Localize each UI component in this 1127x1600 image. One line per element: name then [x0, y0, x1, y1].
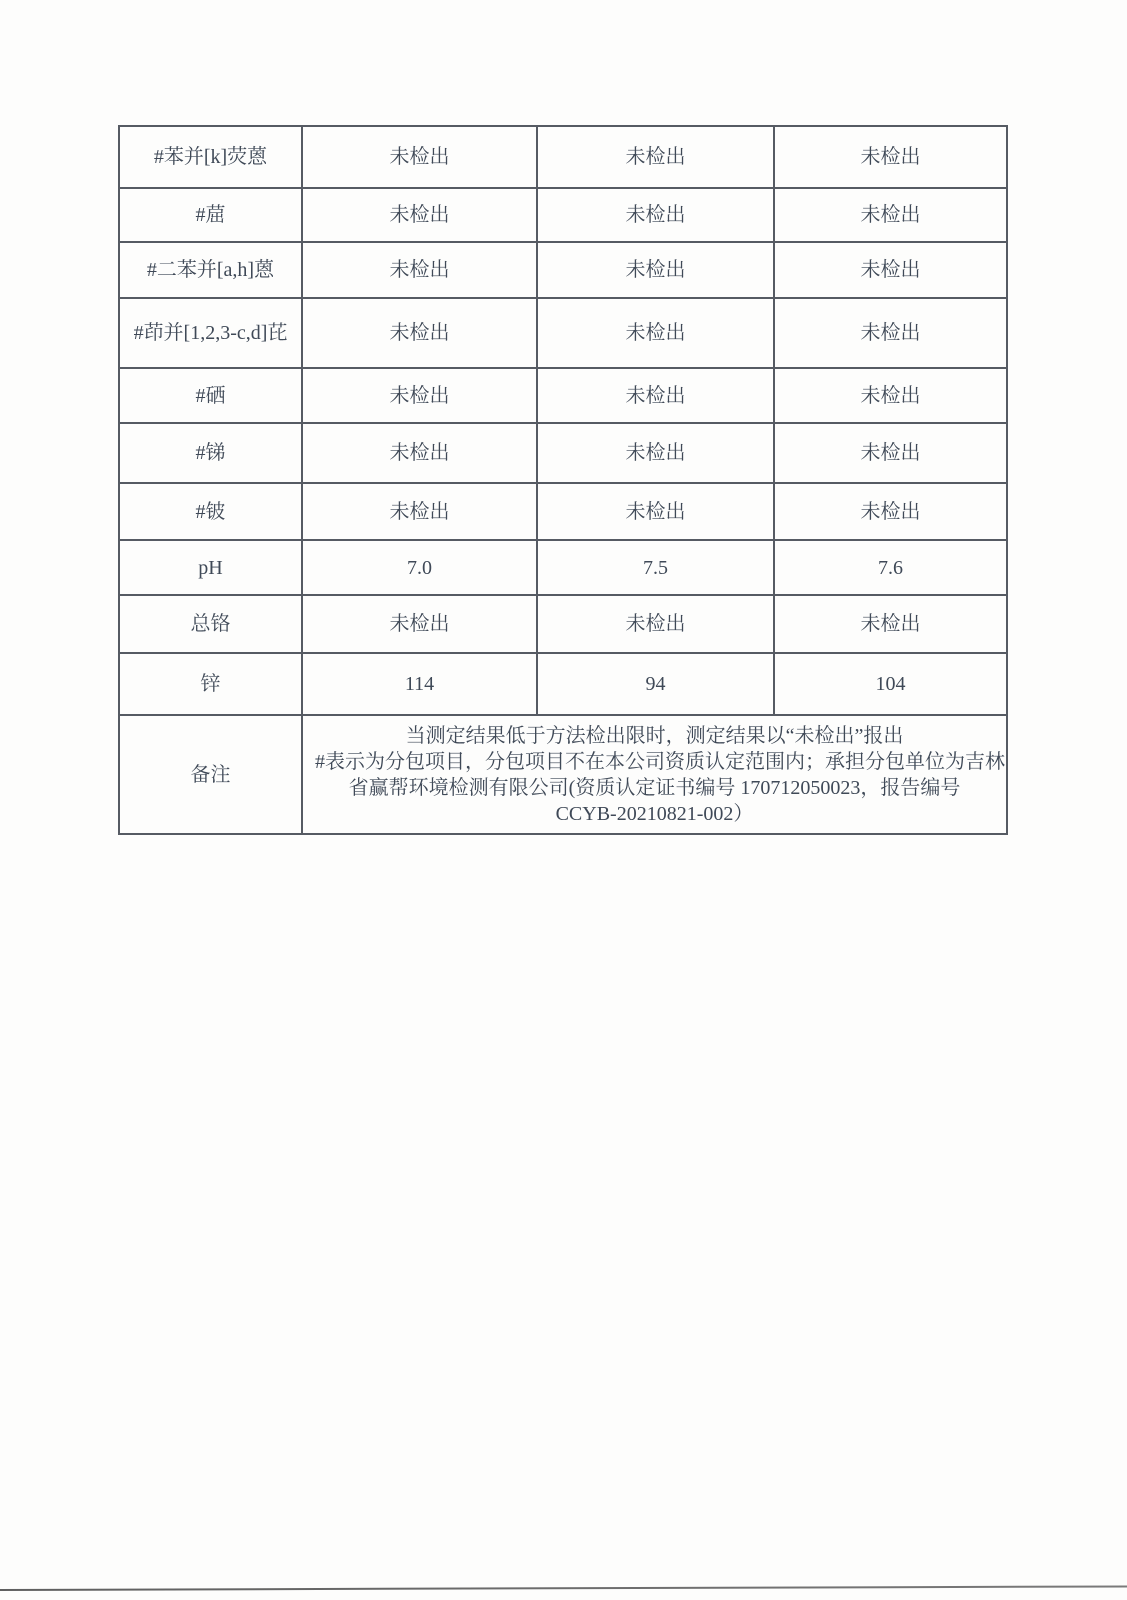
table-row — [119, 368, 1007, 423]
result-cell: 未检出 — [302, 483, 537, 540]
result-cell: 未检出 — [302, 368, 537, 423]
result-cell: 未检出 — [302, 188, 537, 242]
remark-line: CCYB-20210821-002） — [555, 802, 754, 825]
result-cell: 114 — [302, 653, 537, 715]
remark-label-cell: 备注 — [119, 715, 302, 834]
result-cell: 未检出 — [774, 368, 1007, 423]
table-row — [119, 423, 1007, 483]
table-row — [119, 188, 1007, 242]
analyte-name-cell: #锑 — [119, 423, 302, 483]
result-cell: 94 — [537, 653, 774, 715]
remark-row — [119, 715, 1007, 834]
result-cell: 未检出 — [302, 298, 537, 368]
result-cell: 未检出 — [537, 595, 774, 653]
analyte-name-cell: #二苯并[a,h]蒽 — [119, 242, 302, 298]
remark-line: 当测定结果低于方法检出限时，测定结果以“未检出”报出 — [405, 724, 904, 747]
result-cell: 未检出 — [537, 298, 774, 368]
analyte-name-cell: #铍 — [119, 483, 302, 540]
table-row — [119, 653, 1007, 715]
table-row — [119, 595, 1007, 653]
result-cell: 未检出 — [537, 188, 774, 242]
result-cell: 未检出 — [774, 595, 1007, 653]
remark-line: 省赢帮环境检测有限公司(资质认定证书编号 170712050023，报告编号 — [348, 776, 961, 799]
result-cell: 未检出 — [302, 126, 537, 188]
result-cell: 未检出 — [302, 595, 537, 653]
result-cell: 未检出 — [774, 188, 1007, 242]
result-cell: 未检出 — [537, 483, 774, 540]
table-row — [119, 483, 1007, 540]
result-cell: 未检出 — [774, 126, 1007, 188]
table-row — [119, 126, 1007, 188]
analyte-name-cell: 锌 — [119, 653, 302, 715]
result-cell: 7.6 — [774, 540, 1007, 595]
result-cell: 未检出 — [537, 368, 774, 423]
result-cell: 未检出 — [537, 126, 774, 188]
analyte-name-cell: #硒 — [119, 368, 302, 423]
result-cell: 未检出 — [537, 423, 774, 483]
result-cell: 未检出 — [302, 423, 537, 483]
table-row — [119, 242, 1007, 298]
table-row — [119, 540, 1007, 595]
result-cell: 未检出 — [774, 423, 1007, 483]
analyte-name-cell: pH — [119, 540, 302, 595]
results-table — [118, 125, 1008, 835]
result-cell: 未检出 — [774, 298, 1007, 368]
result-cell: 7.5 — [537, 540, 774, 595]
remark-text-cell — [302, 715, 1007, 834]
result-cell: 未检出 — [302, 242, 537, 298]
remark-line: #表示为分包项目，分包项目不在本公司资质认定范围内；承担分包单位为吉林 — [315, 750, 1005, 773]
analyte-name-cell: 总铬 — [119, 595, 302, 653]
table-row — [119, 298, 1007, 368]
result-cell: 104 — [774, 653, 1007, 715]
analyte-name-cell: #苯并[k]荧蒽 — [119, 126, 302, 188]
result-cell: 未检出 — [537, 242, 774, 298]
result-cell: 未检出 — [774, 483, 1007, 540]
result-cell: 未检出 — [774, 242, 1007, 298]
analyte-name-cell: #茚并[1,2,3-c,d]芘 — [119, 298, 302, 368]
analyte-name-cell: #䓛 — [119, 188, 302, 242]
scan-artifact-line — [0, 1585, 1127, 1591]
result-cell: 7.0 — [302, 540, 537, 595]
